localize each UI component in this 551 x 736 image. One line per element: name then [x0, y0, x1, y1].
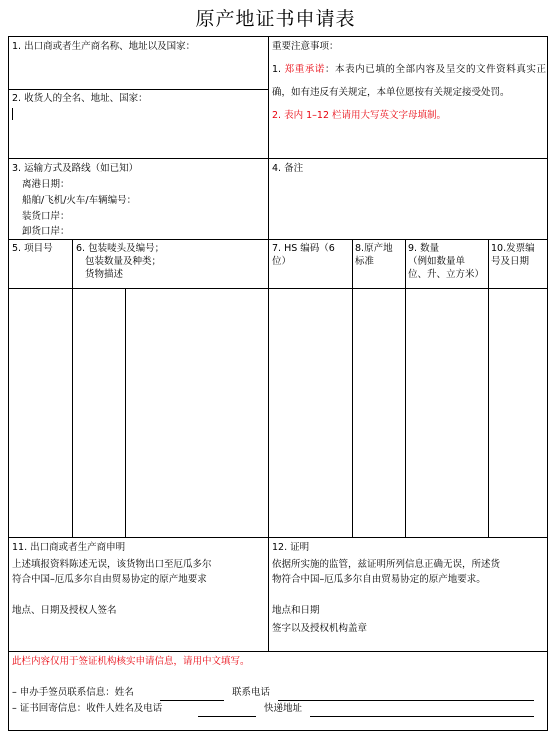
box12-text-line2: 物符合中国–厄瓜多尔自由贸易协定的原产地要求。 — [272, 574, 486, 585]
col9-header-line3: 位、升、立方米） — [408, 269, 485, 280]
rule-columns-top — [8, 239, 548, 240]
col8-header-line1: 8.原产地 — [355, 243, 393, 254]
rule-col7-right — [352, 239, 353, 537]
notice-body — [272, 58, 546, 127]
rule-box11-top — [8, 537, 548, 538]
col9-header-line2: （例如数量单 — [408, 256, 466, 267]
notice-item-1 — [272, 58, 546, 104]
col7-header-line2: 位） — [272, 256, 292, 267]
rule-bottom — [8, 730, 548, 731]
box3-loading-port: 装货口岸： — [22, 211, 70, 222]
box3-vessel: 船舶/飞机/火车/车辆编号： — [22, 195, 137, 206]
footer-address-field[interactable] — [310, 716, 534, 717]
text-cursor — [12, 108, 13, 120]
footer-line2-address: 快递地址 — [264, 703, 303, 714]
notice-heading: 重要注意事项： — [272, 41, 339, 52]
footer-red-note: 此栏内容仅用于签证机构核实申请信息，请用中文填写。 — [12, 656, 250, 667]
col5-header: 5. 项目号 — [12, 243, 53, 254]
notice-item-1-prefix: 1. — [272, 64, 282, 75]
box12-label: 12. 证明 — [272, 542, 310, 553]
box11-text-line1: 上述填报资料陈述无误，该货物出口至厄瓜多尔 — [12, 559, 212, 570]
footer-name-field[interactable] — [160, 700, 224, 701]
box12-sign: 签字以及授权机构盖章 — [272, 623, 368, 634]
col6-header-line1: 6. 包装唛头及编号； — [76, 243, 165, 254]
form-title: 原产地证书申请表 — [195, 8, 356, 30]
col6-header-line2: 包装数量及种类； — [85, 256, 162, 267]
box1-label: 1. 出口商或者生产商名称、地址以及国家： — [12, 41, 196, 52]
rule-col6-inner — [125, 288, 126, 537]
rule-right — [547, 36, 548, 731]
rule-middle — [268, 36, 269, 651]
rule-columns-header-bottom — [8, 288, 548, 289]
notice-item-1-emphasis: 郑重承诺 — [284, 64, 325, 75]
box3-departure: 离港日期： — [22, 179, 70, 190]
footer-recipient-field[interactable] — [198, 716, 256, 717]
col6-header-line3: 货物描述 — [85, 269, 124, 280]
box3-unloading-port: 卸货口岸： — [22, 226, 70, 237]
col7-header-line1: 7. HS 编码（6 — [272, 243, 335, 254]
box11-label: 11. 出口商或者生产商申明 — [12, 542, 126, 553]
notice-item-2: 2. 表内 1–12 栏请用大写英文字母填制。 — [272, 110, 447, 121]
box11-text-line2: 符合中国–厄瓜多尔自由贸易协定的原产地要求 — [12, 574, 207, 585]
box12-text-line1: 依据所实施的监管，兹证明所列信息正确无误，所述货 — [272, 559, 501, 570]
rule-box1-bottom — [8, 89, 268, 90]
col10-header-line2: 号及日期 — [491, 256, 530, 267]
col10-header-line1: 10.发票编 — [491, 243, 535, 254]
box4-label: 4. 备注 — [272, 163, 304, 174]
box12-place-date: 地点和日期 — [272, 605, 320, 616]
footer-line2-label: – 证书回寄信息：收件人姓名及电话 — [12, 703, 163, 714]
notice-item-1-text: ：本表内已填的全部内容及呈交的文件资料真实正确，如有违反有关规定，本单位愿按有关规定接受处罚。 — [272, 64, 546, 98]
box3-label: 3. 运输方式及路线（如已知） — [12, 163, 139, 174]
box2-label: 2. 收货人的全名、地址、国家： — [12, 93, 148, 104]
footer-line1-phone: 联系电话 — [232, 687, 271, 698]
rule-left — [8, 36, 9, 731]
footer-phone-field[interactable] — [278, 700, 534, 701]
rule-col5-right — [72, 239, 73, 537]
box11-sign: 地点、日期及授权人签名 — [12, 605, 117, 616]
col9-header-line1: 9. 数量 — [408, 243, 440, 254]
rule-col9-right — [488, 239, 489, 537]
rule-col8-right — [405, 239, 406, 537]
rule-box3-top — [8, 158, 548, 159]
rule-top — [8, 36, 548, 37]
col8-header-line2: 标准 — [355, 256, 375, 267]
rule-footer-top — [8, 651, 548, 652]
footer-line1-label: – 申办手签员联系信息：姓名 — [12, 687, 134, 698]
